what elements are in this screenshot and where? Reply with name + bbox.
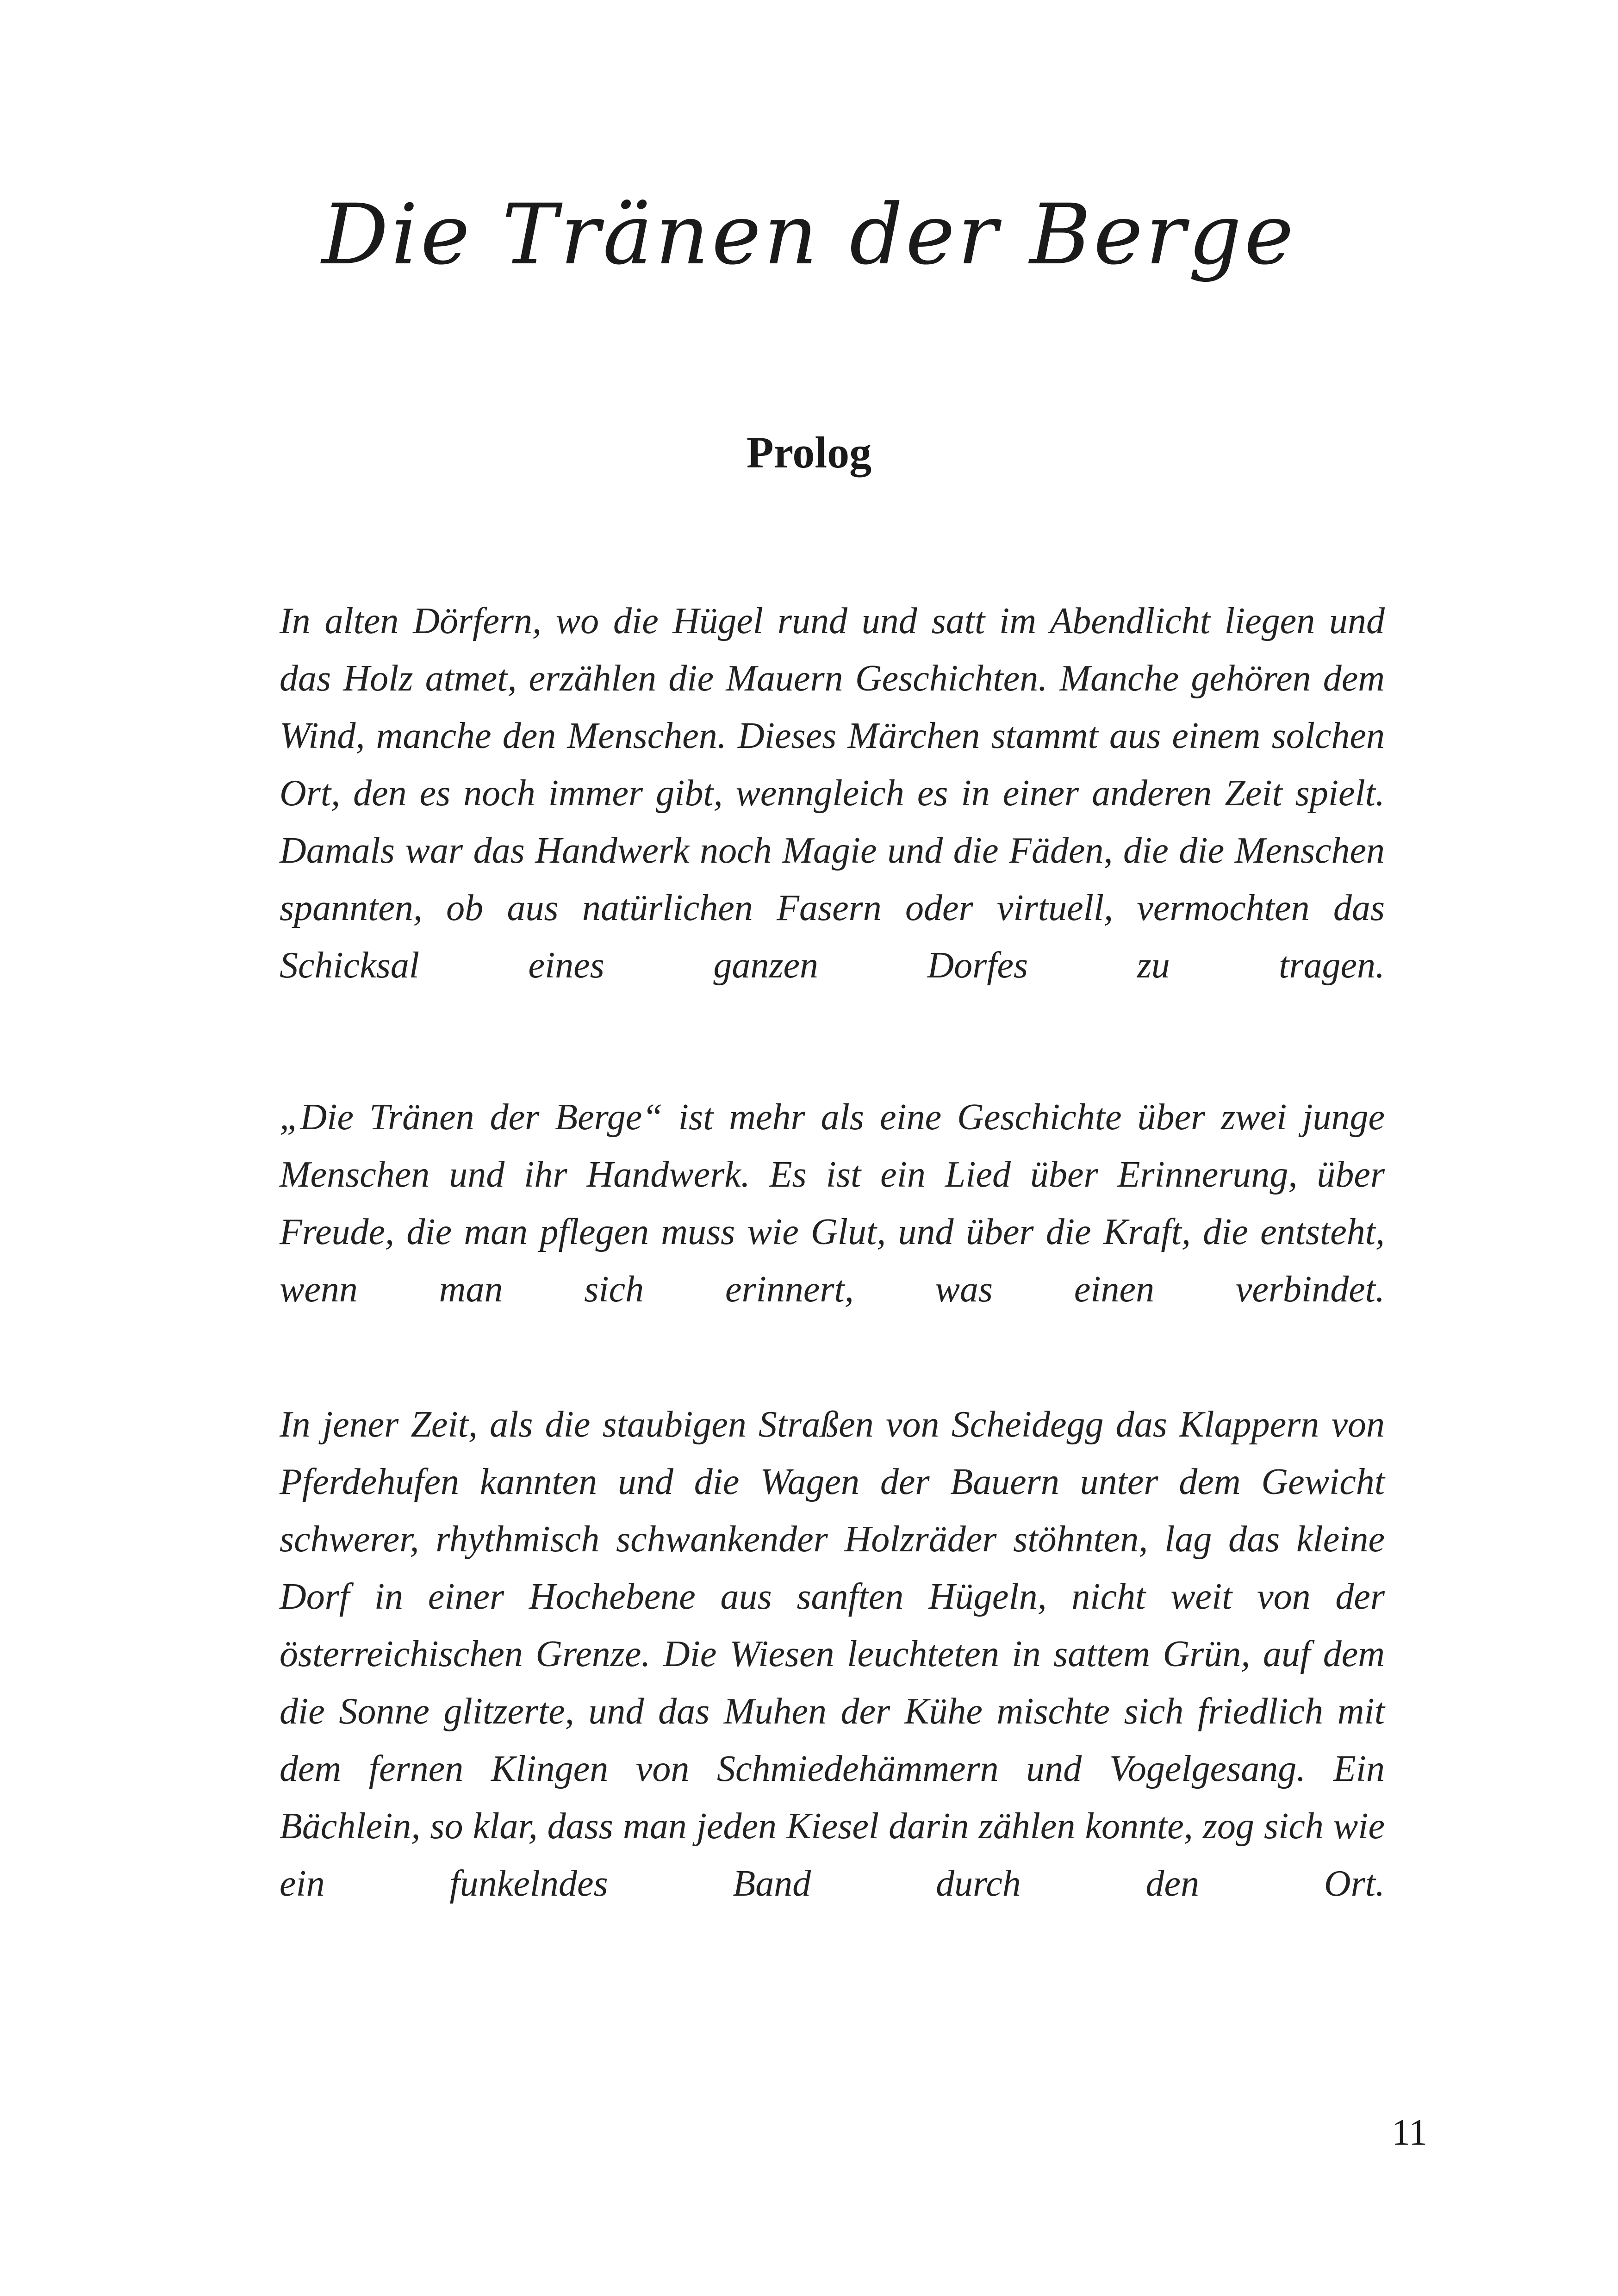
- book-title: Die Tränen der Berge: [321, 187, 1297, 283]
- page-number: 11: [1391, 2112, 1427, 2153]
- paragraph-2: „Die Tränen der Berge“ ist mehr als eine Geschichte über zwei junge Menschen und ihr Handwerk. Es ist ein Lied über Erinnerung, über Freude, die man pflegen muss wie Glut, und über die Kraft, die entsteht, wenn man sich erinnert, was einen verbindet.: [280, 1097, 1385, 1310]
- paragraph-1: In alten Dörfern, wo die Hügel rund und satt im Abendlicht liegen und das Holz atmet, erzählen die Mauern Geschichten. Manche gehören dem Wind, manche den Menschen. Dieses Märchen stammt aus einem solchen Ort, den es noch immer gibt, wenngleich es in einer anderen Zeit spielt. Damals war das Handwerk noch Magie und die Fäden, die die Menschen spannten, ob aus natürlichen Fasern oder virtuell, vermochten das Schicksal eines ganzen Dorfes zu tragen.: [280, 601, 1385, 986]
- chapter-title: Prolog: [746, 428, 872, 477]
- paragraph-3: In jener Zeit, als die staubigen Straßen von Scheidegg das Klappern von Pferdehufen kannten und die Wagen der Bauern unter dem Gewicht schwerer, rhythmisch schwankender Holzräder stöhnten, lag das kleine Dorf in einer Hochebene aus sanften Hügeln, nicht weit von der österreichischen Grenze. Die Wiesen leuchteten in sattem Grün, auf dem die Sonne glitzerte, und das Muhen der Kühe mischte sich friedlich mit dem fernen Klingen von Schmiedehämmern und Vogelgesang. Ein Bächlein, so klar, dass man jeden Kiesel darin zählen konnte, zog sich wie ein funkelndes Band durch den Ort.: [280, 1404, 1385, 1904]
